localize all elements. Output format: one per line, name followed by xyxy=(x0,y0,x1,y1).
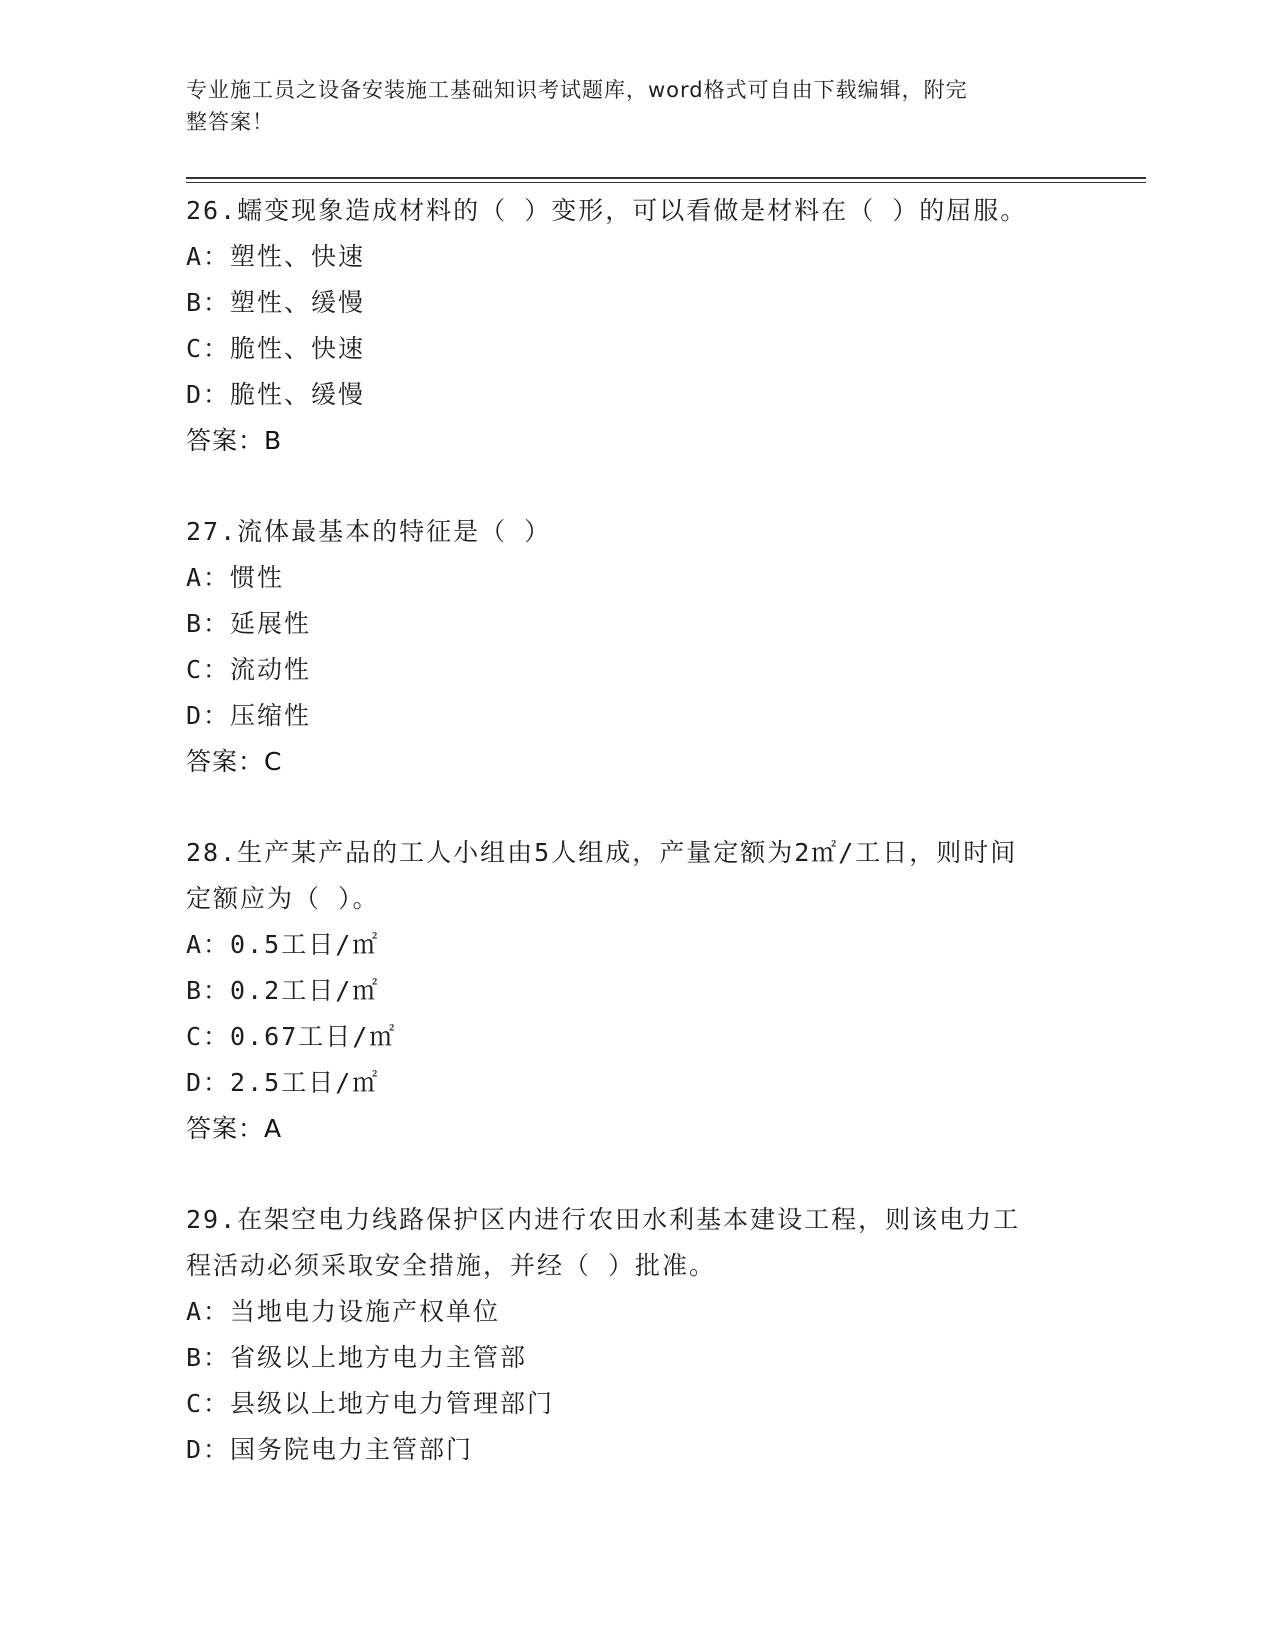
option-b: B：延展性 xyxy=(186,609,312,638)
header-line-2: 整答案！ xyxy=(186,110,274,134)
option-d: D：2.5工日/㎡ xyxy=(186,1068,380,1097)
answer-label: 答案：A xyxy=(186,1114,283,1143)
answer-label: 答案：C xyxy=(186,747,283,776)
option-a: A：塑性、快速 xyxy=(186,242,366,271)
document-header xyxy=(186,74,1086,138)
answer-label: 答案：B xyxy=(186,426,283,455)
header-line-1: 专业施工员之设备安装施工基础知识考试题库，word格式可自由下载编辑，附完 xyxy=(186,78,968,102)
question-29 xyxy=(186,1197,1086,1473)
option-d: D：压缩性 xyxy=(186,701,312,730)
option-c: C：县级以上地方电力管理部门 xyxy=(186,1389,555,1418)
header-divider-thick xyxy=(186,177,1146,179)
question-stem: 26.蠕变现象造成材料的（ ）变形，可以看做是材料在（ ）的屈服。 xyxy=(186,196,1028,225)
question-stem-continued: 程活动必须采取安全措施，并经（ ）批准。 xyxy=(186,1251,717,1280)
option-a: A：惯性 xyxy=(186,563,285,592)
option-a: A：0.5工日/㎡ xyxy=(186,930,380,959)
option-d: D：脆性、缓慢 xyxy=(186,380,366,409)
option-d: D：国务院电力主管部门 xyxy=(186,1435,474,1464)
question-stem-continued: 定额应为（ ）。 xyxy=(186,884,380,913)
question-stem: 27.流体最基本的特征是（ ） xyxy=(186,517,552,546)
question-list xyxy=(186,188,1086,1473)
option-c: C：流动性 xyxy=(186,655,312,684)
question-26 xyxy=(186,188,1086,464)
option-b: B：塑性、缓慢 xyxy=(186,288,366,317)
header-divider-thin xyxy=(186,182,1146,183)
option-b: B：省级以上地方电力主管部 xyxy=(186,1343,528,1372)
option-c: C：脆性、快速 xyxy=(186,334,366,363)
option-a: A：当地电力设施产权单位 xyxy=(186,1297,501,1326)
option-c: C：0.67工日/㎡ xyxy=(186,1022,397,1051)
question-stem: 28.生产某产品的工人小组由5人组成，产量定额为2㎡/工日，则时间 xyxy=(186,838,1018,867)
option-b: B：0.2工日/㎡ xyxy=(186,976,380,1005)
question-27 xyxy=(186,509,1086,785)
question-stem: 29.在架空电力线路保护区内进行农田水利基本建设工程，则该电力工 xyxy=(186,1205,1021,1234)
question-28 xyxy=(186,830,1086,1152)
